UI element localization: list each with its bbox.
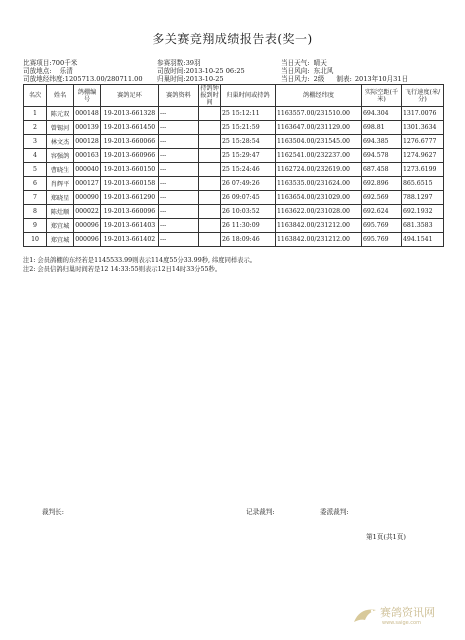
cell-return-time: 25 15:24:46: [221, 163, 276, 177]
header-return-time: 归巢时间或持鸽: [221, 85, 276, 107]
table-header-row: [24, 85, 444, 107]
table-row: [24, 205, 444, 219]
cell-coordinates: 1162541.00/232237.00: [276, 149, 362, 163]
cell-loft-id: 000022: [74, 205, 101, 219]
cell-pigeon-info: ---: [159, 191, 199, 205]
cell-clock-time: [199, 191, 221, 205]
header-loft-id: 鸽棚编号: [74, 85, 101, 107]
cell-pigeon-info: ---: [159, 107, 199, 121]
cell-clock-time: [199, 233, 221, 247]
cell-loft-id: 000096: [74, 219, 101, 233]
meta-release-coord: 司放地经纬度:1205713.00/280711.00: [23, 75, 143, 83]
cell-distance: 694.578: [362, 149, 402, 163]
cell-pigeon-info: ---: [159, 121, 199, 135]
table-row: [24, 149, 444, 163]
meta-left: [23, 59, 143, 83]
cell-rank: 5: [24, 163, 47, 177]
cell-name: 林文杰: [47, 135, 74, 149]
cell-ring: 19-2013-660158: [101, 177, 159, 191]
cell-speed: 494.1541: [402, 233, 444, 247]
cell-loft-id: 000163: [74, 149, 101, 163]
report-title: 多关赛竞翔成绩报告表(奖一): [152, 32, 313, 46]
cell-rank: 6: [24, 177, 47, 191]
cell-distance: 695.769: [362, 233, 402, 247]
cell-coordinates: 1163654.00/231029.00: [276, 191, 362, 205]
cell-speed: 1301.3634: [402, 121, 444, 135]
cell-rank: 3: [24, 135, 47, 149]
cell-ring: 19-2013-660096: [101, 205, 159, 219]
cell-ring: 19-2013-661450: [101, 121, 159, 135]
cell-rank: 2: [24, 121, 47, 135]
watermark-name: 赛鸽资讯网: [380, 606, 435, 619]
cell-pigeon-info: ---: [159, 163, 199, 177]
header-name: 姓名: [47, 85, 74, 107]
cell-ring: 19-2013-660966: [101, 149, 159, 163]
cell-coordinates: 1163842.00/231212.00: [276, 233, 362, 247]
meta-right: [281, 59, 408, 83]
cell-coordinates: 1163622.00/231028.00: [276, 205, 362, 219]
cell-speed: 1274.9627: [402, 149, 444, 163]
cell-distance: 687.458: [362, 163, 402, 177]
cell-loft-id: 000148: [74, 107, 101, 121]
cell-loft-id: 000096: [74, 233, 101, 247]
cell-name: 郑宜城: [47, 233, 74, 247]
table-row: [24, 219, 444, 233]
meta-release-time: 司放时间:2013-10-25 06:25: [157, 67, 245, 75]
meta-project: 比赛项目:700千米: [23, 59, 78, 67]
recorder-signature: 记录裁判:: [246, 508, 275, 516]
cell-pigeon-info: ---: [159, 219, 199, 233]
pigeon-logo-icon: [352, 602, 378, 628]
cell-speed: 681.3583: [402, 219, 444, 233]
footnotes: [23, 256, 256, 274]
meta-wind-force: 当日风力: 2级 制表: 2013年10月31日: [281, 75, 409, 83]
cell-ring: 19-2013-661290: [101, 191, 159, 205]
table-body: [24, 107, 444, 247]
cell-ring: 19-2013-660066: [101, 135, 159, 149]
watermark-url: www.saige.com: [382, 620, 421, 626]
meta-wind-direction: 当日风向: 东北风: [281, 67, 334, 75]
header-pigeon-info: 赛鸽资料: [159, 85, 199, 107]
cell-pigeon-info: ---: [159, 233, 199, 247]
cell-distance: 698.81: [362, 121, 402, 135]
header-rank: 名次: [24, 85, 47, 107]
cell-distance: 692.569: [362, 191, 402, 205]
cell-name: 曾锡河: [47, 121, 74, 135]
cell-name: 郑宜城: [47, 219, 74, 233]
cell-clock-time: [199, 121, 221, 135]
cell-rank: 1: [24, 107, 47, 121]
meta-entries: 参赛羽数:39羽: [157, 59, 201, 67]
cell-clock-time: [199, 205, 221, 219]
cell-pigeon-info: ---: [159, 149, 199, 163]
cell-speed: 1276.6777: [402, 135, 444, 149]
commissioner-signature: 委派裁判:: [320, 508, 349, 516]
header-distance: 实际空距(千米): [362, 85, 402, 107]
table-row: [24, 191, 444, 205]
table-row: [24, 177, 444, 191]
cell-speed: 1317.0076: [402, 107, 444, 121]
cell-coordinates: 1163504.00/231545.00: [276, 135, 362, 149]
meta-made-date: 制表: 2013年10月31日: [336, 75, 409, 83]
table-row: [24, 135, 444, 149]
cell-loft-id: 000040: [74, 163, 101, 177]
cell-distance: 692.896: [362, 177, 402, 191]
cell-rank: 4: [24, 149, 47, 163]
cell-loft-id: 000090: [74, 191, 101, 205]
cell-coordinates: 1163647.00/231129.00: [276, 121, 362, 135]
page-number: 第1页(共1页): [366, 533, 406, 541]
cell-clock-time: [199, 135, 221, 149]
note-1: 注1: 会员鸽棚的东经若是1145533.99则表示114度55分33.99秒, 纬度同样表示。: [23, 257, 257, 264]
cell-loft-id: 000127: [74, 177, 101, 191]
header-speed: 飞行速度(米/分): [402, 85, 444, 107]
cell-speed: 788.1297: [402, 191, 444, 205]
cell-loft-id: 000139: [74, 121, 101, 135]
cell-rank: 9: [24, 219, 47, 233]
cell-coordinates: 1162724.00/232619.00: [276, 163, 362, 177]
cell-return-time: 25 15:28:54: [221, 135, 276, 149]
table-row: [24, 233, 444, 247]
cell-clock-time: [199, 163, 221, 177]
cell-ring: 19-2013-660150: [101, 163, 159, 177]
cell-coordinates: 1163557.00/231510.00: [276, 107, 362, 121]
cell-name: 肖辉平: [47, 177, 74, 191]
meta-weather: 当日天气: 晴天: [281, 59, 327, 67]
cell-pigeon-info: ---: [159, 177, 199, 191]
cell-ring: 19-2013-661402: [101, 233, 159, 247]
results-table: [23, 84, 444, 247]
cell-speed: 1273.6199: [402, 163, 444, 177]
cell-speed: 692.1932: [402, 205, 444, 219]
cell-return-time: 26 10:03:52: [221, 205, 276, 219]
cell-rank: 7: [24, 191, 47, 205]
site-watermark: [352, 602, 452, 632]
meta-middle: [157, 59, 245, 83]
cell-distance: 694.304: [362, 107, 402, 121]
cell-return-time: 26 09:07:45: [221, 191, 276, 205]
cell-clock-time: [199, 107, 221, 121]
cell-speed: 865.6515: [402, 177, 444, 191]
table-row: [24, 163, 444, 177]
cell-return-time: 25 15:21:59: [221, 121, 276, 135]
cell-distance: 695.769: [362, 219, 402, 233]
cell-rank: 10: [24, 233, 47, 247]
cell-clock-time: [199, 219, 221, 233]
cell-return-time: 25 15:12:11: [221, 107, 276, 121]
cell-coordinates: 1163535.00/231624.00: [276, 177, 362, 191]
table-row: [24, 107, 444, 121]
cell-return-time: 26 11:30:09: [221, 219, 276, 233]
cell-return-time: 26 07:49:26: [221, 177, 276, 191]
cell-return-time: 26 18:09:46: [221, 233, 276, 247]
cell-return-time: 25 15:29:47: [221, 149, 276, 163]
header-clock-time: 持鸽钟报到时间: [200, 85, 219, 106]
header-coordinates: 鸽棚经纬度: [276, 85, 362, 107]
cell-clock-time: [199, 149, 221, 163]
meta-release-place: 司放地点: 乐清: [23, 67, 73, 75]
cell-distance: 694.385: [362, 135, 402, 149]
cell-rank: 8: [24, 205, 47, 219]
cell-name: 陈灶顺: [47, 205, 74, 219]
cell-pigeon-info: ---: [159, 205, 199, 219]
note-2: 注2: 会员信鸽归巢时间若是12 14:33:55则表示12日14时33分55秒。: [23, 266, 222, 273]
cell-loft-id: 000128: [74, 135, 101, 149]
cell-name: 曹晓生: [47, 163, 74, 177]
cell-name: 郑晓星: [47, 191, 74, 205]
cell-name: 陈元双: [47, 107, 74, 121]
header-ring: 赛鸽足环: [101, 85, 159, 107]
cell-distance: 692.624: [362, 205, 402, 219]
cell-ring: 19-2013-661403: [101, 219, 159, 233]
cell-clock-time: [199, 177, 221, 191]
cell-pigeon-info: ---: [159, 135, 199, 149]
meta-return-time: 归巢时间:2013-10-25: [157, 75, 224, 83]
referee-signature: 裁判长:: [42, 508, 65, 516]
cell-ring: 19-2013-661328: [101, 107, 159, 121]
cell-name: 容强鸽: [47, 149, 74, 163]
cell-coordinates: 1163842.00/231212.00: [276, 219, 362, 233]
table-row: [24, 121, 444, 135]
